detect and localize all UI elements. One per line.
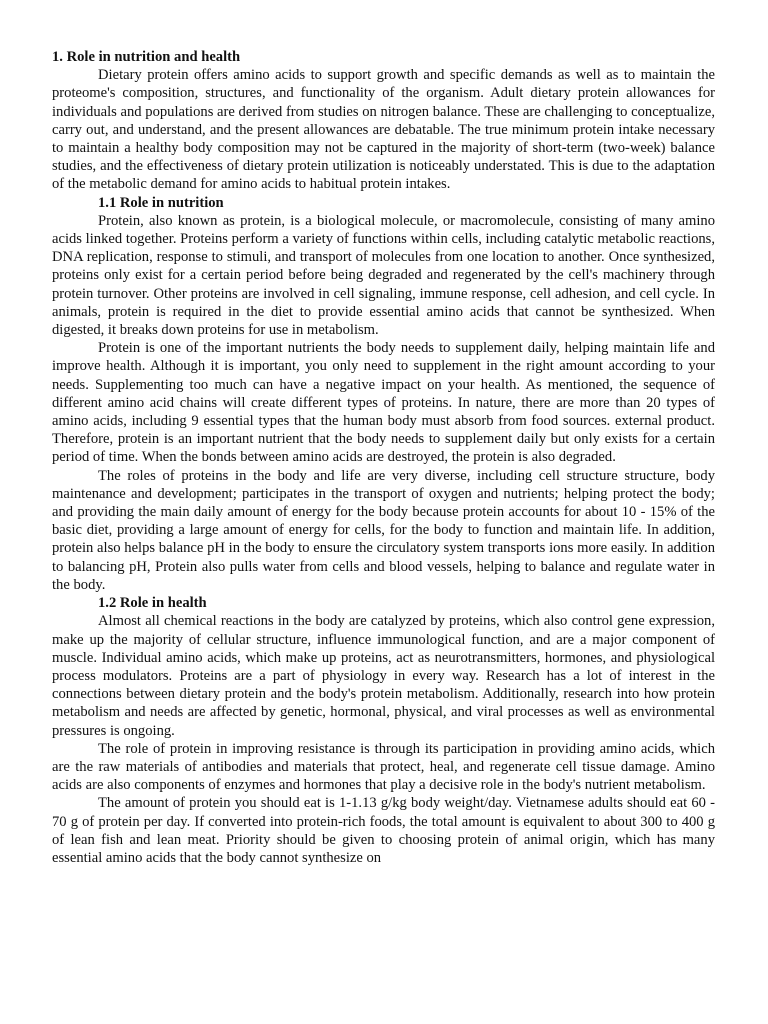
paragraph: Protein is one of the important nutrients the body needs to supplement daily, helping maintain life and improve health. Although it is important, you only need to supplement in the right amount according to your needs. Supplementing too much can have a negative impact on your health. As mentioned, the sequence of different amino acid chains will create different types of proteins. In nature, there are more than 20 types of amino acids, including 9 essential types that the human body must absorb from food sources. external product. Therefore, protein is an important nutrient that the body needs to supplement daily but only exists for a certain period of time. When the bonds between amino acids are destroyed, the protein is also degraded. (52, 340, 715, 466)
document-page (52, 48, 715, 867)
intro-paragraph: Dietary protein offers amino acids to support growth and specific demands as well as to maintain the proteome's composition, structures, and functionality of the organism. Adult dietary protein allowances for individuals and populations are derived from studies on nitrogen balance. These are challenging to conceptualize, carry out, and understand, and the present allowances are debatable. The true minimum protein intake necessary to maintain a healthy body composition may not be captured in the majority of short-term (two-week) balance studies, and the effectiveness of dietary protein utilization is noticeably understated. This is due to the adaptation of the metabolic demand for amino acids to habitual protein intakes. (52, 67, 715, 193)
paragraph: The amount of protein you should eat is 1-1.13 g/kg body weight/day. Vietnamese adults should eat 60 - 70 g of protein per day. If converted into protein-rich foods, the total amount is equivalent to about 300 to 400 g of lean fish and lean meat. Priority should be given to choosing protein of animal origin, which has many essential amino acids that the body cannot synthesize on (52, 795, 715, 866)
subsection-heading-role-in-nutrition: 1.1 Role in nutrition (98, 194, 224, 211)
subsection-heading-role-in-health: 1.2 Role in health (98, 595, 207, 612)
section-heading-role-nutrition-health: 1. Role in nutrition and health (52, 49, 241, 65)
paragraph: Almost all chemical reactions in the body are catalyzed by proteins, which also control gene expression, make up the majority of cellular structure, influence immunological function, and are a major component of muscle. Individual amino acids, which make up proteins, act as neurotransmitters, hormones, and physiological process modulators. Proteins are a part of physiology in every way. Research has a lot of interest in the connections between dietary protein and the body's protein metabolism. Additionally, research into how protein metabolism and needs are affected by genetic, hormonal, physical, and viral processes as well as environmental pressures is ongoing. (52, 613, 715, 739)
paragraph: The roles of proteins in the body and life are very diverse, including cell structure structure, body maintenance and development; participates in the transport of oxygen and nutrients; helping protect the body; and providing the main daily amount of energy for the body because protein accounts for about 10 - 15% of the basic diet, providing a large amount of energy for cells, for the body to function and maintain life. In addition, protein also helps balance pH in the body to ensure the circulatory system transports ions more easily. In addition to balancing pH, Protein also pulls water from cells and blood vessels, helping to balance and regulate water in the body. (52, 467, 715, 593)
paragraph: Protein, also known as protein, is a biological molecule, or macromolecule, consisting of many amino acids linked together. Proteins perform a variety of functions within cells, including catalytic metabolic reactions, DNA replication, response to stimuli, and transport of molecules from one location to another. Once synthesized, proteins only exist for a certain period before being degraded and regenerated by the cell's machinery through protein turnover. Other proteins are involved in cell signaling, immune response, cell adhesion, and cell cycle. In animals, protein is required in the diet to provide essential amino acids that cannot be synthesized. When digested, it breaks down proteins for use in metabolism. (52, 212, 715, 339)
paragraph: The role of protein in improving resistance is through its participation in providing amino acids, which are the raw materials of antibodies and materials that protect, heal, and regenerate cell tissue damage. Amino acids are also components of enzymes and hormones that play a decisive role in the body's nutrient metabolism. (52, 740, 715, 794)
